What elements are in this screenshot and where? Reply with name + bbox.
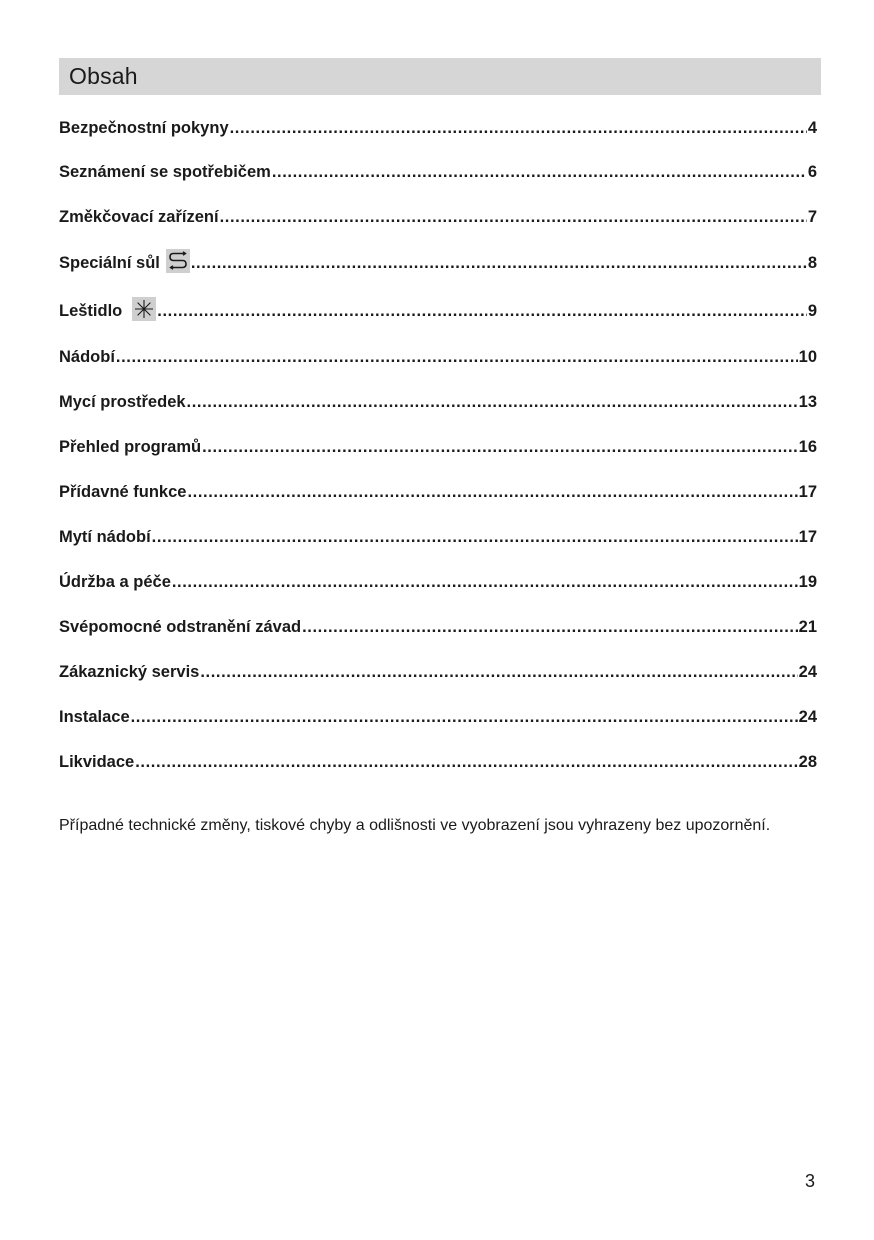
toc-leader-dots xyxy=(131,707,798,727)
toc-entry-title: Zákaznický servis xyxy=(59,663,200,681)
toc-entry-page: 21 xyxy=(798,618,817,636)
toc-entry[interactable] xyxy=(59,568,817,592)
toc-entry[interactable] xyxy=(59,478,817,502)
rinse-aid-sparkle-icon xyxy=(132,297,156,321)
toc-entry-title: Změkčovací zařízení xyxy=(59,208,219,226)
toc-entry-title: Speciální sůl xyxy=(59,254,160,272)
toc-leader-dots xyxy=(202,437,798,457)
toc-entry[interactable] xyxy=(59,748,817,772)
toc-entry-title: Leštidlo xyxy=(59,302,123,320)
toc-entry-title: Nádobí xyxy=(59,348,115,366)
toc-entry[interactable] xyxy=(59,343,817,367)
toc-leader-dots xyxy=(200,662,797,682)
toc-entry-page: 9 xyxy=(807,302,817,320)
toc-leader-dots xyxy=(272,162,807,182)
toc-header-bar xyxy=(59,58,821,95)
toc-leader-dots xyxy=(152,527,798,547)
toc-leader-dots xyxy=(187,392,798,412)
toc-entry-page: 17 xyxy=(798,528,817,546)
toc-entry-title: Likvidace xyxy=(59,753,135,771)
toc-entry-page: 28 xyxy=(798,753,817,771)
toc-leader-dots xyxy=(302,617,798,637)
toc-leader-dots xyxy=(230,118,807,138)
toc-leader-dots xyxy=(116,347,798,367)
toc-entry-page: 7 xyxy=(807,208,817,226)
toc-entry-title: Svépomocné odstranění závad xyxy=(59,618,302,636)
toc-entry-title: Přídavné funkce xyxy=(59,483,187,501)
toc-entry-page: 13 xyxy=(798,393,817,411)
toc-entry[interactable] xyxy=(59,114,817,138)
toc-entry-page: 4 xyxy=(807,119,817,137)
toc-entry-title: Mycí prostředek xyxy=(59,393,186,411)
toc-leader-dots xyxy=(187,482,797,502)
disclaimer-note: Případné technické změny, tiskové chyby a odlišnosti ve vyobrazení jsou vyhrazeny bez upozornění. xyxy=(59,817,771,834)
toc-entry-page: 19 xyxy=(798,573,817,591)
toc-entry[interactable] xyxy=(59,388,817,412)
toc-entry[interactable] xyxy=(59,523,817,547)
toc-entry[interactable] xyxy=(59,249,817,273)
toc-entry-title-wrap xyxy=(59,297,156,321)
page-number: 3 xyxy=(804,1171,815,1191)
toc-entry-title: Bezpečnostní pokyny xyxy=(59,119,229,137)
toc-entry-title: Mytí nádobí xyxy=(59,528,151,546)
toc-entry-page: 16 xyxy=(798,438,817,456)
toc-entry-page: 10 xyxy=(798,348,817,366)
toc-leader-dots xyxy=(172,572,798,592)
toc-entry-title-wrap xyxy=(59,249,190,273)
toc-entry-page: 6 xyxy=(807,163,817,181)
toc-entry-page: 24 xyxy=(798,708,817,726)
toc-entry-title: Přehled programů xyxy=(59,438,202,456)
page-title: Obsah xyxy=(69,63,138,89)
toc-leader-dots xyxy=(220,207,807,227)
toc-entry[interactable] xyxy=(59,203,817,227)
toc-entry-title: Údržba a péče xyxy=(59,573,171,591)
toc-leader-dots xyxy=(157,301,807,321)
toc-entry-title: Instalace xyxy=(59,708,130,726)
toc-entry[interactable] xyxy=(59,658,817,682)
toc-entry-page: 24 xyxy=(798,663,817,681)
toc-entry[interactable] xyxy=(59,297,817,321)
toc-entry-page: 8 xyxy=(807,254,817,272)
toc-entry[interactable] xyxy=(59,158,817,182)
salt-s-icon xyxy=(166,249,190,273)
toc-entry-page: 17 xyxy=(798,483,817,501)
toc-leader-dots xyxy=(135,752,797,772)
toc-entry-title: Seznámení se spotřebičem xyxy=(59,163,271,181)
toc-entry[interactable] xyxy=(59,613,817,637)
toc-entry[interactable] xyxy=(59,433,817,457)
toc-entry[interactable] xyxy=(59,703,817,727)
toc-leader-dots xyxy=(191,253,807,273)
